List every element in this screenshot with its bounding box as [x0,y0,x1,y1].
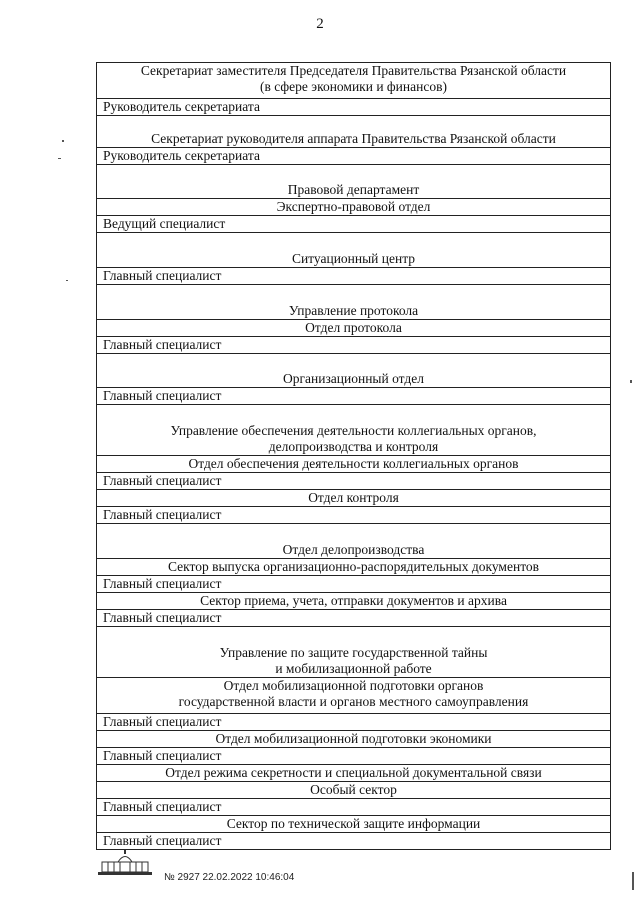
section-heading-cell: Сектор по технической защите информации [96,816,611,833]
section-heading-cell: Отдел обеспечения деятельности коллегиальных органов [96,456,611,473]
section-heading-cell: Управление по защите государственной тайны и мобилизационной работе [96,627,611,678]
position-cell: Главный специалист [96,388,611,405]
section-heading-cell: Управление обеспечения деятельности коллегиальных органов, делопроизводства и контроля [96,405,611,456]
staff-table [96,62,611,850]
position-cell: Главный специалист [96,473,611,490]
section-heading-cell: Управление протокола [96,285,611,320]
position-cell: Руководитель секретариата [96,99,611,116]
page-number: 2 [316,16,324,32]
position-cell: Руководитель секретариата [96,148,611,165]
scan-speck [58,158,61,159]
scan-speck [62,140,64,142]
section-heading-cell: Сектор выпуска организационно-распорядительных документов [96,559,611,576]
section-heading-cell: Правовой департамент [96,165,611,199]
position-cell: Главный специалист [96,268,611,285]
government-building-logo [96,848,154,878]
section-heading-cell: Экспертно-правовой отдел [96,199,611,216]
section-heading-cell: Отдел протокола [96,320,611,337]
section-heading-cell: Отдел мобилизационной подготовки экономики [96,731,611,748]
section-heading-cell: Ситуационный центр [96,233,611,268]
scan-speck [632,872,634,890]
position-cell: Главный специалист [96,748,611,765]
section-heading-cell: Секретариат заместителя Председателя Правительства Рязанской области (в сфере экономики и финансов) [96,63,611,99]
document-footer [96,848,396,898]
section-heading-cell: Сектор приема, учета, отправки документов и архива [96,593,611,610]
section-heading-cell: Организационный отдел [96,354,611,388]
position-cell: Ведущий специалист [96,216,611,233]
position-cell: Главный специалист [96,799,611,816]
position-cell: Главный специалист [96,714,611,731]
position-cell: Главный специалист [96,833,611,850]
registration-stamp: № 2927 22.02.2022 10:46:04 [164,872,295,883]
section-heading-cell: Отдел мобилизационной подготовки органов государственной власти и органов местного самоуправления [96,678,611,714]
scan-speck [66,280,68,281]
section-heading-cell: Отдел контроля [96,490,611,507]
position-cell: Главный специалист [96,337,611,354]
position-cell: Главный специалист [96,610,611,627]
section-heading-cell: Отдел делопроизводства [96,524,611,559]
scan-speck [630,380,632,383]
position-cell: Главный специалист [96,576,611,593]
section-heading-cell: Отдел режима секретности и специальной документальной связи [96,765,611,782]
section-heading-cell: Секретариат руководителя аппарата Правительства Рязанской области [96,116,611,148]
position-cell: Главный специалист [96,507,611,524]
section-heading-cell: Особый сектор [96,782,611,799]
